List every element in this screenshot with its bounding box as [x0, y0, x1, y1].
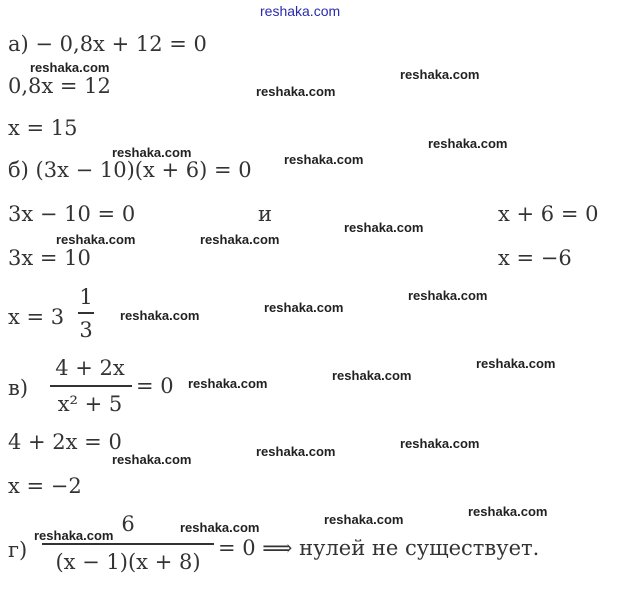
- part-b-left-step: 3x = 10: [8, 246, 91, 270]
- watermark: reshaka.com: [284, 152, 364, 167]
- part-v-answer: x = −2: [8, 474, 82, 498]
- part-g-conclusion: = 0 ⟹ нулей не существует.: [218, 536, 540, 560]
- part-b-right-factor: x + 6 = 0: [498, 202, 599, 226]
- part-g-fraction-bar: [42, 543, 214, 545]
- part-b-equation: б) (3x − 10)(x + 6) = 0: [8, 158, 252, 182]
- part-v-equals: = 0: [136, 374, 174, 398]
- part-a-answer: x = 15: [8, 116, 78, 140]
- watermark: reshaka.com: [264, 300, 344, 315]
- part-b-fraction-denominator: 3: [79, 318, 93, 342]
- watermark: reshaka.com: [468, 504, 548, 519]
- part-a-equation: а) − 0,8x + 12 = 0: [8, 32, 207, 56]
- watermark: reshaka.com: [344, 220, 424, 235]
- part-b-fraction-bar: [78, 312, 94, 314]
- part-g-label: г): [8, 538, 28, 562]
- watermark: reshaka.com: [408, 288, 488, 303]
- part-b-right-answer: x = −6: [498, 246, 572, 270]
- watermark: reshaka.com: [256, 444, 336, 459]
- watermark: reshaka.com: [120, 308, 200, 323]
- watermark: reshaka.com: [428, 136, 508, 151]
- part-b-result: x = 3: [8, 305, 65, 329]
- part-a-step: 0,8x = 12: [8, 74, 111, 98]
- watermark: reshaka.com: [112, 452, 192, 467]
- watermark: reshaka.com: [476, 356, 556, 371]
- watermark: reshaka.com: [200, 232, 280, 247]
- part-v-label: в): [8, 376, 29, 400]
- part-v-denominator: x² + 5: [57, 392, 123, 416]
- watermark: reshaka.com: [332, 368, 412, 383]
- watermark: reshaka.com: [256, 84, 336, 99]
- watermark: reshaka.com: [30, 60, 110, 75]
- watermark: reshaka.com: [188, 376, 268, 391]
- part-v-numerator: 4 + 2x: [55, 356, 125, 380]
- watermark-top: reshaka.com: [260, 3, 341, 19]
- watermark: reshaka.com: [400, 436, 480, 451]
- part-b-conjunction: и: [258, 202, 272, 226]
- watermark: reshaka.com: [34, 528, 114, 543]
- part-v-step: 4 + 2x = 0: [8, 430, 122, 454]
- part-b-left-factor: 3x − 10 = 0: [8, 202, 136, 226]
- watermark: reshaka.com: [180, 520, 260, 535]
- watermark: reshaka.com: [56, 232, 136, 247]
- watermark: reshaka.com: [400, 67, 480, 82]
- part-g-numerator: 6: [121, 512, 135, 536]
- watermark: reshaka.com: [324, 512, 404, 527]
- watermark: reshaka.com: [112, 145, 192, 160]
- part-b-fraction-numerator: 1: [79, 285, 93, 309]
- part-g-denominator: (x − 1)(x + 8): [55, 550, 201, 574]
- part-v-fraction-bar: [50, 385, 132, 387]
